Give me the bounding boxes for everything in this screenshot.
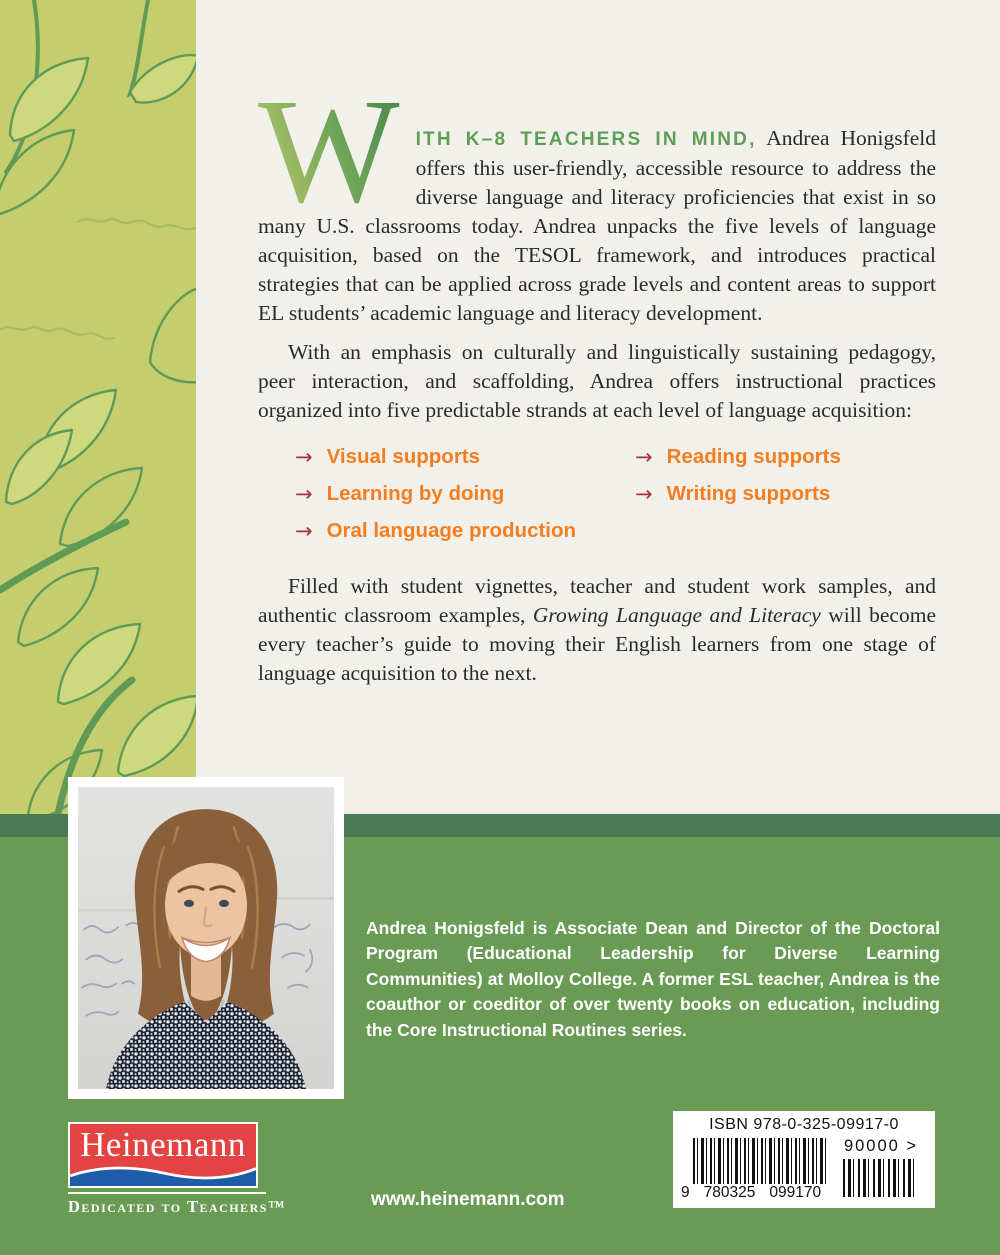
barcode-supplement-bars-icon [843,1159,915,1197]
paragraph-intro [258,68,936,328]
list-item [295,519,635,556]
publisher-tagline: Dedicated to Teachers™ [68,1197,286,1216]
author-photo [68,777,344,1099]
drop-cap: W [258,103,416,211]
author-name: Andrea Honigsfeld [366,917,525,938]
bullet-label: Writing supports [666,482,831,505]
isbn-barcode [673,1111,935,1208]
leaf-pattern-icon [0,0,196,814]
bullet-label: Oral language production [326,519,577,542]
list-spacer [635,519,936,556]
paragraph-closing [258,572,936,688]
paragraph-intro-text: Andrea Honigsfeld offers this user-friendly, accessible resource to address the diverse language and literacy proficiencies that exist in so many U.S. classrooms today. Andrea unpacks the five levels of language acquisition, based on the TESOL framework, and introduces practical strategies that can be applied across grade levels and content areas to support EL students’ academic language and literacy development. [258,126,936,325]
closing-text-before: Filled with student vignettes, teacher and student work samples, and authentic classroom examples, [258,574,936,627]
publisher-website: www.heinemann.com [371,1189,565,1210]
book-title-italic: Growing Language and Literacy [532,603,821,627]
bullet-label: Visual supports [326,445,481,468]
barcode-digits [681,1184,851,1202]
heinemann-logo [68,1122,258,1188]
leaf-pattern-sidebar [0,0,196,814]
arrow-icon: → [635,482,653,506]
bullet-label: Learning by doing [326,482,505,505]
list-item [635,445,936,482]
arrow-icon: → [295,519,313,543]
barcode-bars-icon [693,1138,829,1184]
lead-in-text: ITH K–8 TEACHERS IN MIND, [415,129,757,150]
barcode-digits-left: 780325 [703,1184,756,1201]
list-item [635,482,936,519]
isbn-number: ISBN 978-0-325-09917-0 [709,1116,899,1133]
list-item [295,445,635,482]
closing-text-after: will become every teacher’s guide to moving their English learners from one stage of language acquisition to the next. [258,603,936,685]
barcode-price-code: 90000 > [843,1137,919,1155]
heinemann-logo-word: Heinemann [80,1125,246,1164]
author-portrait-illustration [78,787,334,1089]
author-bio [366,916,940,1044]
bullet-label: Reading supports [666,445,841,468]
barcode-digit-lead: 9 [681,1184,690,1201]
arrow-icon: → [635,445,653,469]
logo-wave-icon [70,1164,256,1186]
strand-bullet-list [295,445,936,556]
paragraph-strands: With an emphasis on culturally and linguistically sustaining pedagogy, peer interaction, and scaffolding, Andrea offers instructional practices organized into five predictable strands at each level of language acquisition: [258,340,936,422]
arrow-icon: → [295,445,313,469]
author-bio-text: is Associate Dean and Director of the Doctoral Program (Educational Leadership for Diverse Learning Communities) at Molloy College. A former ESL teacher, Andrea is the coauthor or coeditor of over twenty books on education, including the Core Instructional Routines series. [366,917,940,1040]
list-item [295,482,635,519]
logo-divider-rule [68,1192,266,1194]
back-cover-copy [258,68,936,688]
arrow-icon: → [295,482,313,506]
barcode-digits-right: 099170 [769,1184,822,1201]
